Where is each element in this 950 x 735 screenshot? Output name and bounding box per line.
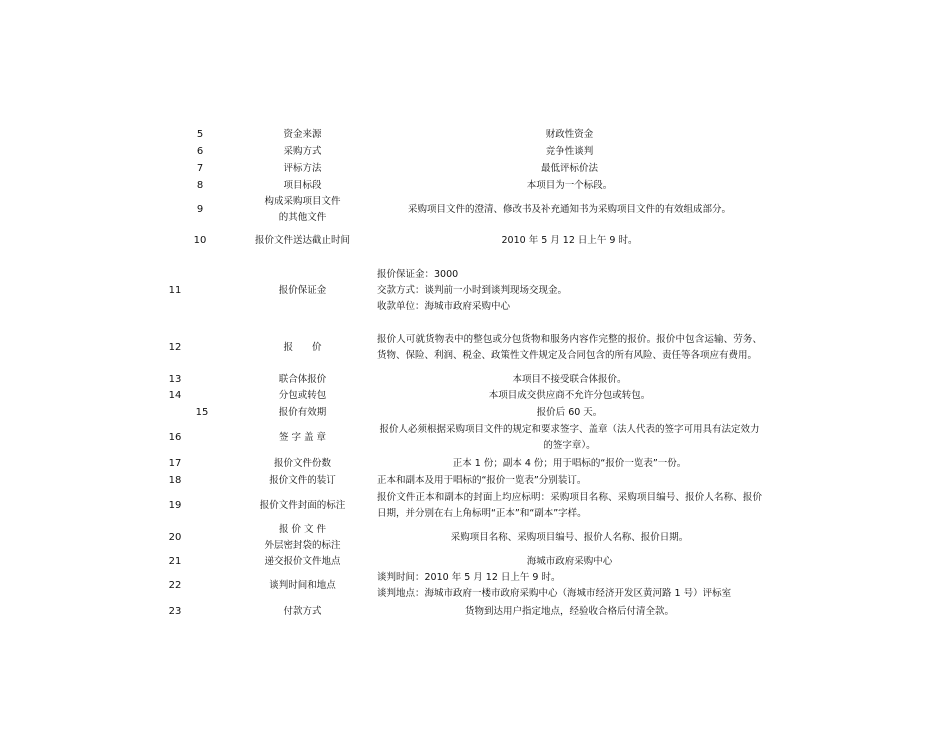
row-content: [377, 177, 762, 194]
row-number: 14: [168, 389, 182, 401]
row-content-line: 本项目为一个标段。: [526, 179, 613, 191]
row-label: [230, 489, 375, 522]
table-row: [0, 455, 950, 472]
row-content: [377, 225, 762, 257]
row-number: 23: [168, 606, 182, 617]
table-row: [0, 570, 950, 602]
row-label: [230, 455, 375, 472]
row-number: 13: [168, 373, 182, 385]
row-content: [377, 388, 762, 403]
row-label: [230, 554, 375, 570]
row-content: [377, 455, 762, 472]
row-content: [377, 602, 762, 622]
row-label: [230, 324, 375, 372]
row-number: 12: [168, 342, 182, 353]
row-label-line: 报 价: [283, 342, 322, 353]
table-row: [0, 421, 950, 454]
row-content-line: 正本 1 份；副本 4 份；用于唱标的“报价一览表”一份。: [452, 457, 687, 469]
table-row: [0, 602, 950, 622]
row-content-line: 财政性资金: [545, 128, 594, 140]
row-content: [377, 324, 762, 372]
table-row: [0, 143, 950, 160]
row-content-line: 报价后 60 天。: [536, 406, 603, 418]
row-content-line: 采购项目文件的澄清、修改书及补充通知书为采购项目文件的有效组成部分。: [407, 203, 731, 215]
row-label: [230, 372, 375, 387]
row-label: [230, 126, 375, 143]
row-label-line: 的其他文件: [278, 211, 327, 223]
table-row: [0, 324, 950, 372]
row-number: 6: [196, 145, 204, 157]
row-number: 20: [168, 531, 182, 543]
table-row: [0, 372, 950, 387]
row-number: 11: [168, 285, 182, 296]
row-content-line: 交款方式：谈判前一小时到谈判现场交现金。: [377, 285, 568, 296]
row-content: [377, 522, 762, 553]
row-content: [377, 554, 762, 570]
table-row: [0, 522, 950, 553]
row-label: [230, 602, 375, 622]
row-content-line: 谈判地点：海城市政府一楼市政府采购中心（海城市经济开发区黄河路 1 号）评标室: [377, 588, 732, 599]
row-label-line: 报价文件送达截止时间: [254, 235, 350, 246]
row-content-line: 正本和副本及用于唱标的“报价一览表”分别装订。: [377, 474, 587, 486]
row-content-line: 本项目成交供应商不允许分包或转包。: [488, 389, 651, 401]
row-label: [230, 421, 375, 454]
row-number: 5: [196, 128, 204, 140]
row-content-line: 本项目不接受联合体报价。: [512, 373, 627, 385]
row-content: [377, 258, 762, 324]
row-content-line: 采购项目名称、采购项目编号、报价人名称、报价日期。: [450, 531, 689, 543]
row-label-line: 报价保证金: [278, 285, 327, 296]
row-content: [377, 472, 762, 489]
row-label-line: 报价有效期: [278, 406, 327, 418]
row-number: 7: [196, 162, 204, 174]
row-label-line: 付款方式: [283, 606, 322, 617]
table-row: [0, 177, 950, 194]
row-content: [377, 143, 762, 160]
row-label-line: 报价文件封面的标注: [259, 499, 346, 511]
row-label-line: 外层密封袋的标注: [264, 539, 341, 551]
row-number: 15: [195, 406, 209, 418]
row-content: [377, 404, 762, 421]
table-row: [0, 388, 950, 403]
row-content-line: 报价人可就货物表中的整包或分包货物和服务内容作完整的报价。报价中包含运输、劳务、货物、保险、利润、税金、政策性文件规定及合同包含的所有风险、责任等各项应有费用。: [377, 334, 762, 361]
row-number: 22: [168, 580, 182, 591]
row-number: 19: [168, 499, 182, 511]
row-content-line: 货物到达用户指定地点，经验收合格后付清全款。: [464, 606, 674, 617]
row-label: [230, 143, 375, 160]
row-label: [230, 160, 375, 177]
row-label-line: 项目标段: [283, 179, 322, 191]
table-row: [0, 404, 950, 421]
row-content-line: 2010 年 5 月 12 日上午 9 时。: [501, 235, 638, 246]
row-label-line: 构成采购项目文件: [264, 195, 341, 207]
table-row: [0, 489, 950, 522]
table-row: [0, 160, 950, 177]
row-label-line: 资金来源: [283, 128, 322, 140]
row-label-line: 递交报价文件地点: [264, 556, 341, 567]
row-label: [230, 472, 375, 489]
row-content: [377, 194, 762, 225]
row-label-line: 报 价 文 件: [278, 523, 327, 535]
row-number: 8: [196, 179, 204, 191]
row-label: [230, 225, 375, 257]
row-label: [230, 404, 375, 421]
row-content: [377, 126, 762, 143]
row-label: [230, 522, 375, 553]
row-number: 16: [168, 431, 182, 443]
row-content-line: 最低评标价法: [540, 162, 598, 174]
row-label-line: 联合体报价: [278, 373, 327, 385]
row-label-line: 谈判时间和地点: [269, 580, 336, 591]
row-label-line: 报价文件份数: [273, 457, 331, 469]
row-number: 18: [168, 474, 182, 486]
row-label-line: 分包或转包: [278, 389, 327, 401]
row-number: 21: [168, 556, 182, 567]
row-label-line: 评标方法: [283, 162, 322, 174]
row-label: [230, 194, 375, 225]
row-label: [230, 177, 375, 194]
row-label: [230, 570, 375, 602]
table-row: [0, 126, 950, 143]
row-content-line: 报价文件正本和副本的封面上均应标明：采购项目名称、采购项目编号、报价人名称、报价日期，并分别在右上角标明“正本”和“副本”字样。: [377, 491, 762, 519]
table-row: [0, 554, 950, 570]
row-content-line: 谈判时间：2010 年 5 月 12 日上午 9 时。: [377, 572, 561, 583]
row-content-line: 海城市政府采购中心: [526, 556, 613, 567]
row-label: [230, 258, 375, 324]
row-content: [377, 160, 762, 177]
row-content-line: 收款单位：海城市政府采购中心: [377, 301, 511, 312]
row-content-line: 竞争性谈判: [545, 145, 594, 157]
table-row: [0, 225, 950, 257]
table-row: [0, 194, 950, 225]
row-label-line: 采购方式: [283, 145, 322, 157]
table-row: [0, 472, 950, 489]
row-number: 9: [196, 203, 204, 215]
row-label-line: 报价文件的装订: [269, 474, 336, 486]
table-row: [0, 258, 950, 324]
row-number: 17: [168, 457, 182, 469]
row-content: [377, 372, 762, 387]
row-content: [377, 489, 762, 522]
row-content: [377, 421, 762, 454]
row-number: 10: [193, 235, 207, 246]
row-label: [230, 388, 375, 403]
row-label-line: 签 字 盖 章: [278, 431, 327, 443]
row-content-line: 报价人必须根据采购项目文件的规定和要求签字、盖章（法人代表的签字可用具有法定效力的签字章）。: [379, 423, 760, 451]
row-content-line: 报价保证金：3000: [377, 269, 459, 280]
row-content: [377, 570, 762, 602]
